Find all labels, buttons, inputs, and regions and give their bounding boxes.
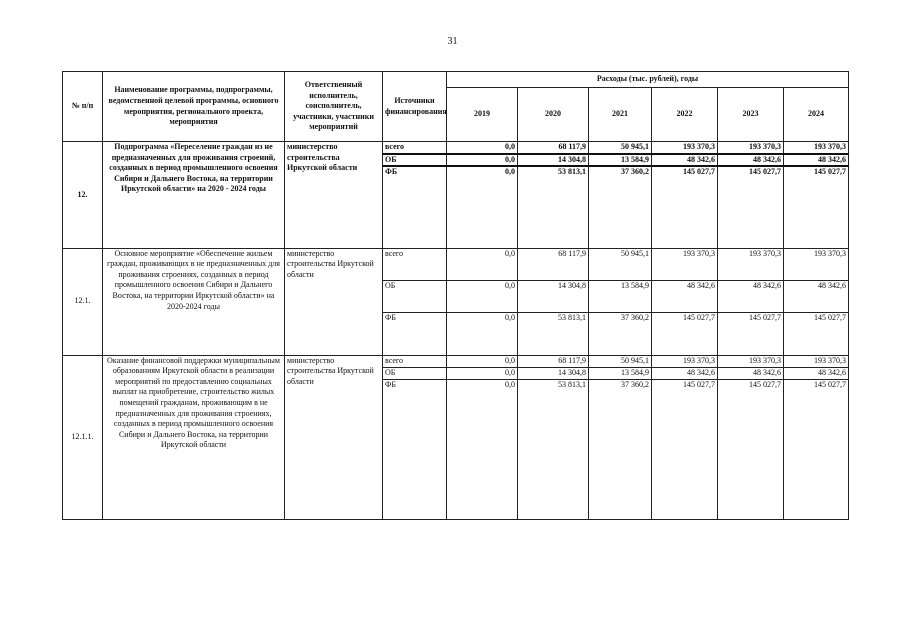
value-cell: 53 813,1 bbox=[518, 312, 589, 355]
value-cell: 13 584,9 bbox=[589, 154, 652, 167]
source-cell: ФБ bbox=[383, 379, 447, 519]
value-cell: 145 027,7 bbox=[784, 312, 849, 355]
value-cell: 145 027,7 bbox=[784, 379, 849, 519]
row-number: 12.1.1. bbox=[63, 355, 103, 519]
value-cell: 0,0 bbox=[447, 312, 518, 355]
value-cell: 14 304,8 bbox=[518, 280, 589, 312]
value-cell: 50 945,1 bbox=[589, 248, 652, 280]
value-cell: 48 342,6 bbox=[784, 154, 849, 167]
source-cell: всего bbox=[383, 248, 447, 280]
source-cell: ФБ bbox=[383, 166, 447, 248]
source-cell: ОБ bbox=[383, 280, 447, 312]
row-number: 12. bbox=[63, 142, 103, 249]
source-cell: ОБ bbox=[383, 154, 447, 167]
table-row bbox=[63, 142, 849, 154]
row-executor: министерство строительства Иркутской области bbox=[285, 355, 383, 519]
row-executor: министерство строительства Иркутской области bbox=[285, 248, 383, 355]
table-row bbox=[63, 248, 849, 280]
value-cell: 48 342,6 bbox=[652, 154, 718, 167]
row-name: Подпрограмма «Переселение граждан из не предназначенных для проживания строений, созданных в период промышленного освоения Сибири и Дальнего Востока, на территории Иркутской области» на 2020 - 2024 годы bbox=[103, 142, 285, 249]
header-row-1 bbox=[63, 72, 849, 88]
row-executor: министерство строительства Иркутской области bbox=[285, 142, 383, 249]
value-cell: 37 360,2 bbox=[589, 166, 652, 248]
value-cell: 68 117,9 bbox=[518, 142, 589, 154]
value-cell: 0,0 bbox=[447, 166, 518, 248]
value-cell: 48 342,6 bbox=[652, 280, 718, 312]
value-cell: 48 342,6 bbox=[784, 367, 849, 379]
value-cell: 48 342,6 bbox=[784, 280, 849, 312]
value-cell: 193 370,3 bbox=[718, 142, 784, 154]
header-year: 2023 bbox=[718, 88, 784, 142]
value-cell: 0,0 bbox=[447, 248, 518, 280]
value-cell: 50 945,1 bbox=[589, 355, 652, 367]
value-cell: 48 342,6 bbox=[718, 154, 784, 167]
source-cell: ОБ bbox=[383, 367, 447, 379]
header-year: 2022 bbox=[652, 88, 718, 142]
value-cell: 193 370,3 bbox=[652, 355, 718, 367]
budget-table bbox=[62, 71, 849, 520]
row-name: Оказание финансовой поддержки муниципальным образованиям Иркутской области в реализации мероприятий по предоставлению социальных выплат на приобретение, строительство жилых помещений гражданам, проживающим в не предназначенных для проживания строениях, созданных в период промышленного освоения Сибири и Дальнего Востока, на территории Иркутской области bbox=[103, 355, 285, 519]
header-year: 2019 bbox=[447, 88, 518, 142]
value-cell: 48 342,6 bbox=[718, 367, 784, 379]
value-cell: 37 360,2 bbox=[589, 312, 652, 355]
value-cell: 53 813,1 bbox=[518, 166, 589, 248]
value-cell: 0,0 bbox=[447, 379, 518, 519]
value-cell: 50 945,1 bbox=[589, 142, 652, 154]
table-row bbox=[63, 355, 849, 367]
value-cell: 0,0 bbox=[447, 142, 518, 154]
header-year: 2024 bbox=[784, 88, 849, 142]
value-cell: 53 813,1 bbox=[518, 379, 589, 519]
value-cell: 145 027,7 bbox=[718, 312, 784, 355]
header-expenses: Расходы (тыс. рублей), годы bbox=[447, 72, 849, 88]
value-cell: 13 584,9 bbox=[589, 367, 652, 379]
header-name: Наименование программы, подпрограммы, ведомственной целевой программы, основного мероприятия, регионального проекта, мероприятия bbox=[103, 72, 285, 142]
header-year: 2021 bbox=[589, 88, 652, 142]
value-cell: 48 342,6 bbox=[718, 280, 784, 312]
value-cell: 0,0 bbox=[447, 367, 518, 379]
value-cell: 0,0 bbox=[447, 154, 518, 167]
value-cell: 193 370,3 bbox=[718, 248, 784, 280]
value-cell: 193 370,3 bbox=[652, 248, 718, 280]
value-cell: 145 027,7 bbox=[784, 166, 849, 248]
row-number: 12.1. bbox=[63, 248, 103, 355]
value-cell: 145 027,7 bbox=[652, 379, 718, 519]
value-cell: 193 370,3 bbox=[784, 355, 849, 367]
source-cell: всего bbox=[383, 355, 447, 367]
value-cell: 13 584,9 bbox=[589, 280, 652, 312]
value-cell: 145 027,7 bbox=[652, 166, 718, 248]
value-cell: 145 027,7 bbox=[652, 312, 718, 355]
value-cell: 193 370,3 bbox=[652, 142, 718, 154]
value-cell: 193 370,3 bbox=[784, 142, 849, 154]
header-executor: Ответственный исполнитель, соисполнитель, участники, участники мероприятий bbox=[285, 72, 383, 142]
header-year: 2020 bbox=[518, 88, 589, 142]
value-cell: 68 117,9 bbox=[518, 355, 589, 367]
value-cell: 14 304,8 bbox=[518, 367, 589, 379]
value-cell: 193 370,3 bbox=[718, 355, 784, 367]
value-cell: 0,0 bbox=[447, 280, 518, 312]
source-cell: всего bbox=[383, 142, 447, 154]
value-cell: 145 027,7 bbox=[718, 379, 784, 519]
value-cell: 68 117,9 bbox=[518, 248, 589, 280]
header-source: Источники финансирования bbox=[383, 72, 447, 142]
value-cell: 37 360,2 bbox=[589, 379, 652, 519]
value-cell: 193 370,3 bbox=[784, 248, 849, 280]
row-name: Основное мероприятие «Обеспечение жильем граждан, проживающих в не предназначенных для проживания строениях, созданных в период промышленного освоения Сибири и Дальнего Востока, на территории Иркутской области» на 2020-2024 годы bbox=[103, 248, 285, 355]
value-cell: 14 304,8 bbox=[518, 154, 589, 167]
value-cell: 145 027,7 bbox=[718, 166, 784, 248]
value-cell: 0,0 bbox=[447, 355, 518, 367]
page-number: 31 bbox=[447, 36, 458, 47]
source-cell: ФБ bbox=[383, 312, 447, 355]
header-num: № п/п bbox=[63, 72, 103, 142]
value-cell: 48 342,6 bbox=[652, 367, 718, 379]
